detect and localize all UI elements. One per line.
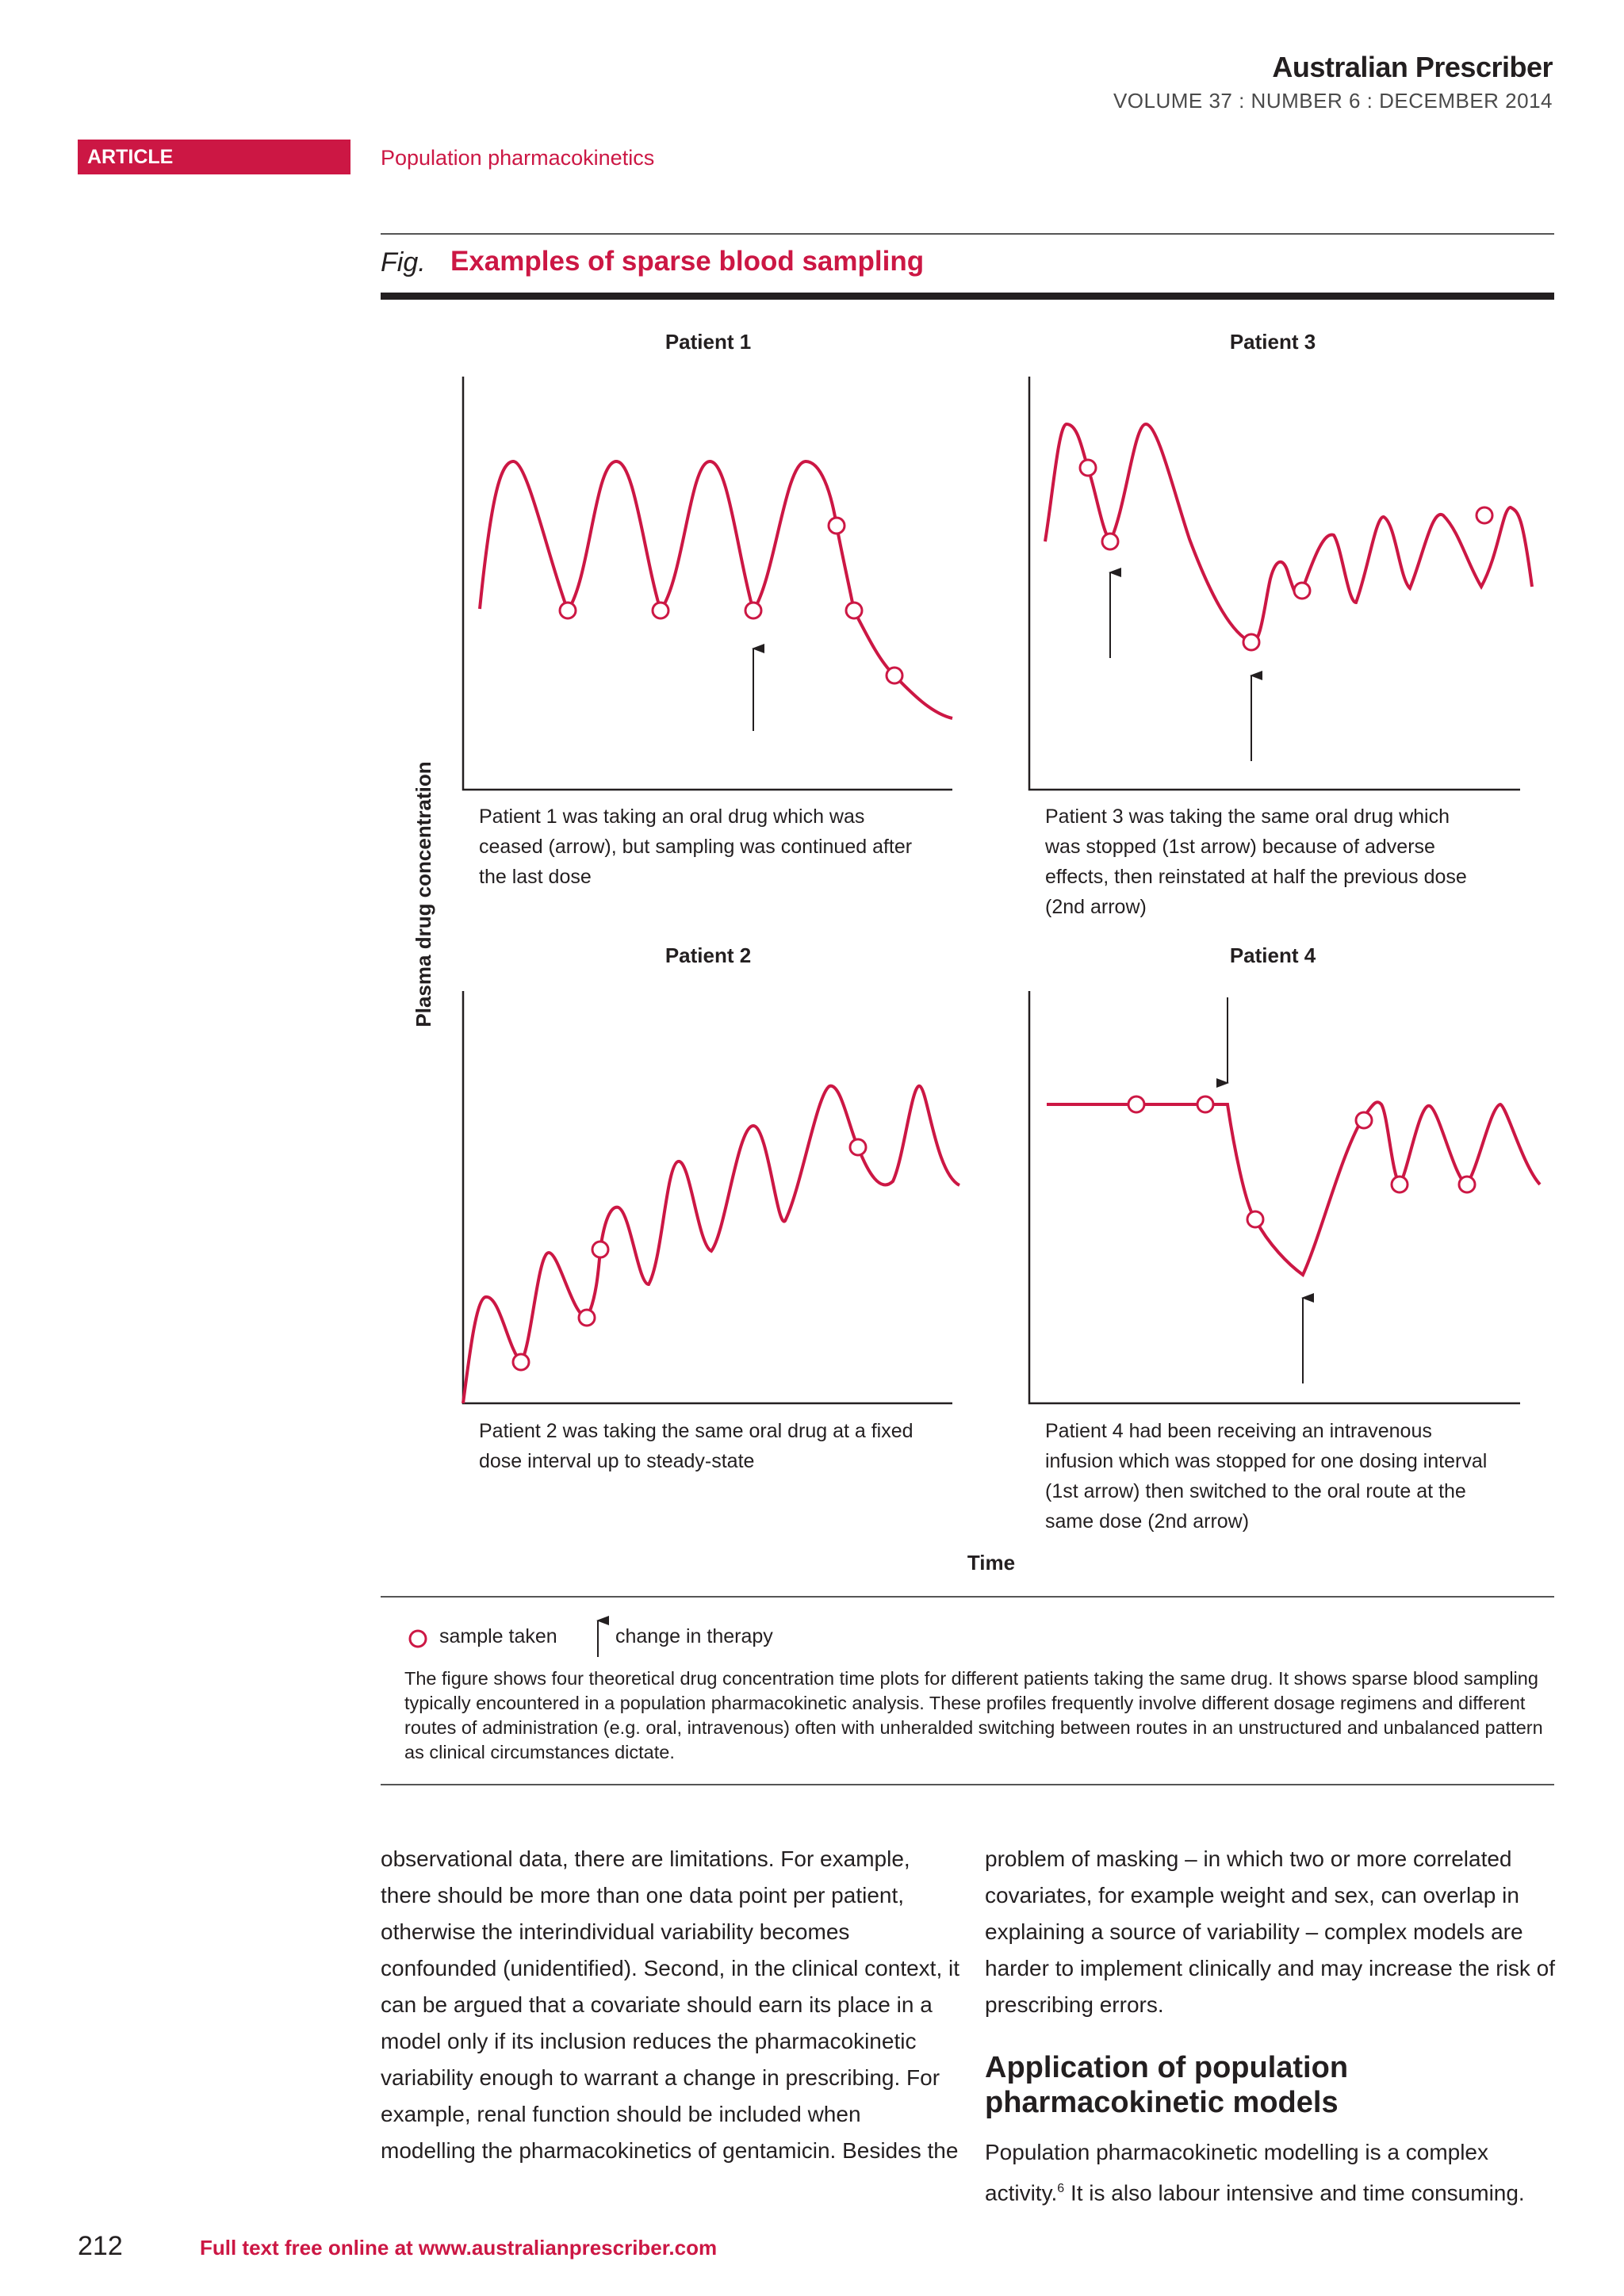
caption-patient-2: Patient 2 was taking the same oral drug at a fixed dose interval up to steady-state [479, 1420, 914, 1472]
sample-point [850, 1139, 866, 1155]
sample-point [1459, 1177, 1475, 1192]
figure-label: Fig. [381, 247, 426, 277]
sample-point [1128, 1096, 1144, 1112]
legend-sample-icon [410, 1631, 426, 1647]
sample-point [1243, 634, 1259, 650]
panel-patient-3 [1029, 377, 1532, 790]
sample-point [829, 518, 845, 534]
concentration-curve-patient-2 [463, 1086, 959, 1403]
caption-patient-1: Patient 1 was taking an oral drug which was ceased (arrow), but sampling was continued after the last dose [479, 806, 913, 888]
sample-point [579, 1310, 595, 1326]
body-paragraph: observational data, there are limitations. For example, there should be more than one data point per patient, otherwise the interindividual variability becomes confounded (unidentified). Second, in the clinical context, it can be argued that a covariate should earn its place in a model only if its inclusion reduces the pharmacokinetic variability enough to warrant a change in prescribing. For example, renal function should be included when modelling the pharmacokinetics of gentamicin. Besides the [381, 1846, 960, 2163]
body-column-right [985, 1841, 1564, 2211]
sample-point [653, 603, 668, 618]
figure-legend-rule [381, 1596, 1554, 1598]
journal-logo: Australian Prescriber [1272, 51, 1553, 83]
axes-patient-3 [1029, 377, 1520, 790]
reference-superscript[interactable]: 6 [1057, 2182, 1065, 2195]
figure-bottom-rule [381, 1784, 1554, 1785]
sample-point [1247, 1211, 1263, 1227]
axes-patient-1 [463, 377, 952, 790]
sample-point [560, 603, 576, 618]
x-axis-label: Time [967, 1551, 1016, 1575]
body-paragraph: problem of masking – in which two or more correlated covariates, for example weight and sex, can overlap in explaining a source of variability – complex models are harder to implement clinically and may increase the risk of prescribing errors. [985, 1846, 1555, 2017]
legend-sample-label: sample taken [439, 1625, 557, 1647]
figure-title: Examples of sparse blood sampling [450, 246, 925, 277]
sample-point [513, 1354, 529, 1370]
sample-point [1477, 507, 1492, 523]
caption-patient-4: Patient 4 had been receiving an intravenous infusion which was stopped for one dosing interval (1st arrow) then switched to the oral route at the same dose (2nd arrow) [1045, 1420, 1488, 1533]
body-text: It is also labour intensive and time consuming. [1064, 2180, 1525, 2206]
article-tag: ARTICLE [78, 140, 350, 174]
sample-point [887, 668, 902, 683]
panel-title-patient-2: Patient 2 [665, 943, 752, 967]
section-heading: Application of population pharmacokinetic models [985, 2051, 1349, 2119]
body-text: Population pharmacokinetic modelling is a complex activity. [985, 2140, 1489, 2206]
panel-title-patient-1: Patient 1 [665, 330, 752, 354]
axes-patient-4 [1029, 991, 1520, 1403]
page-number: 212 [78, 2231, 123, 2261]
sample-point [1197, 1096, 1213, 1112]
y-axis-label: Plasma drug concentration [412, 761, 435, 1027]
body-paragraph [985, 2134, 1564, 2211]
panel-patient-1 [463, 377, 952, 790]
footer-link[interactable]: Full text free online at www.australianprescriber.com [200, 2236, 718, 2260]
section-title: Population pharmacokinetics [381, 146, 655, 170]
axes-patient-2 [463, 991, 952, 1403]
legend-change-label: change in therapy [615, 1625, 773, 1647]
panel-title-patient-4: Patient 4 [1229, 943, 1316, 967]
body-column-left [381, 1841, 959, 2169]
sample-point [1102, 534, 1118, 549]
sample-point [1356, 1112, 1372, 1128]
panel-title-patient-3: Patient 3 [1229, 330, 1316, 354]
sample-point [745, 603, 761, 618]
sample-point [1294, 583, 1310, 599]
sample-point [592, 1242, 608, 1257]
figure-description: The figure shows four theoretical drug concentration time plots for different patients taking the same drug. It shows sparse blood sampling typically encountered in a population pharmacokinetic analysis. These profiles frequently involve different dosage regimens and different routes of administration (e.g. oral, intravenous) often with unheralded switching between routes in an unstructured and unbalanced pattern as clinical circumstances dictate. [404, 1668, 1543, 1762]
sample-point [1392, 1177, 1408, 1192]
panel-patient-2 [463, 991, 959, 1403]
concentration-curve-patient-3 [1045, 424, 1532, 642]
sample-point [846, 603, 862, 618]
sample-point [1080, 460, 1096, 476]
panel-patient-4 [1029, 991, 1540, 1403]
concentration-curve-patient-1 [480, 461, 952, 718]
issue-info: VOLUME 37 : NUMBER 6 : DECEMBER 2014 [1113, 89, 1553, 113]
caption-patient-3: Patient 3 was taking the same oral drug which was stopped (1st arrow) because of adverse effects, then reinstated at half the previous dose (2nd arrow) [1045, 806, 1467, 918]
